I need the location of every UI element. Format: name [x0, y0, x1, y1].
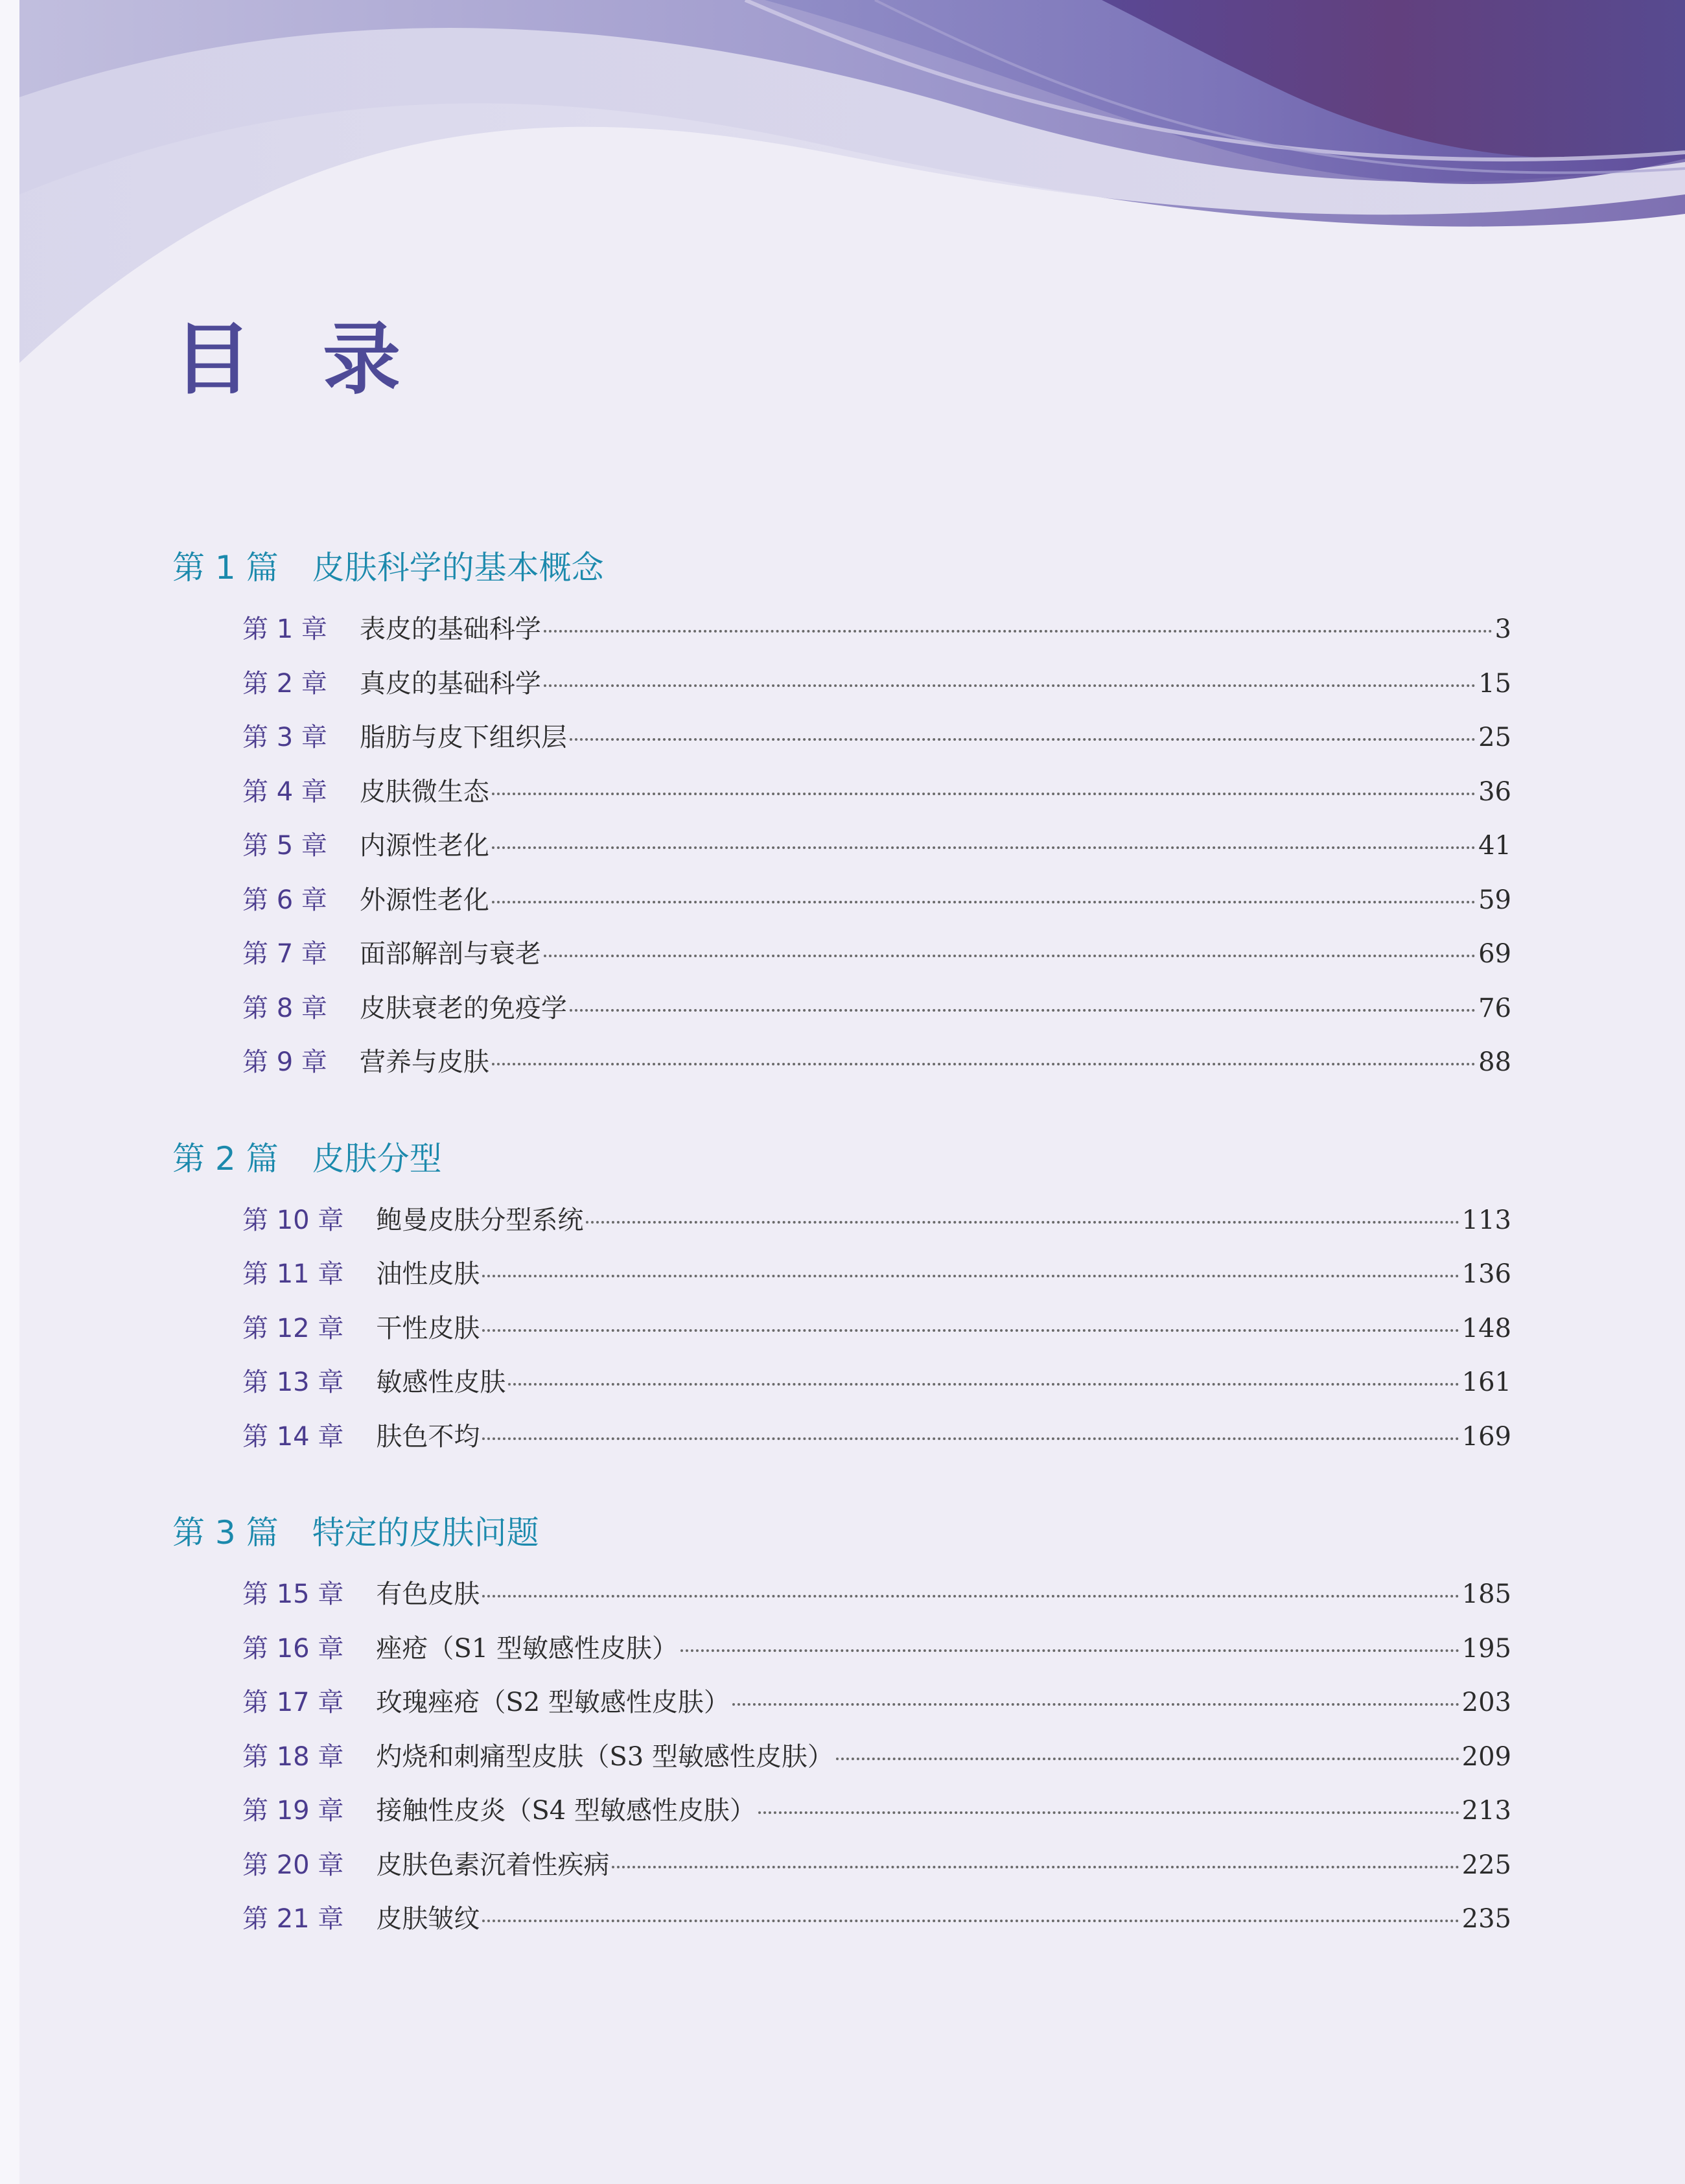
chapter-page-number: 59 — [1478, 885, 1511, 915]
toc-chapter-entry[interactable] — [172, 1676, 1511, 1730]
dot-leader — [482, 1595, 1459, 1597]
chapter-page-number: 76 — [1478, 993, 1511, 1023]
chapter-number: 第 19 章 — [242, 1796, 344, 1826]
part-number: 第 1 篇 — [172, 549, 279, 587]
chapter-title: 玫瑰痤疮（S2 型敏感性皮肤） — [376, 1688, 730, 1717]
chapter-title: 敏感性皮肤 — [376, 1367, 506, 1397]
chapter-page-number: 161 — [1461, 1367, 1511, 1397]
part-title: 皮肤分型 — [312, 1139, 442, 1178]
toc-chapter-entry[interactable] — [172, 1356, 1511, 1410]
dot-leader — [612, 1866, 1459, 1868]
toc-chapter-entry[interactable] — [172, 982, 1511, 1036]
chapter-title: 外源性老化 — [359, 885, 489, 915]
toc-chapter-entry[interactable] — [172, 1892, 1511, 1947]
dot-leader — [482, 1920, 1459, 1922]
chapter-page-number: 88 — [1478, 1047, 1511, 1077]
dot-leader — [836, 1758, 1459, 1760]
chapter-number: 第 11 章 — [242, 1259, 344, 1289]
chapter-title: 脂肪与皮下组织层 — [359, 723, 567, 752]
chapter-number: 第 20 章 — [242, 1850, 344, 1880]
toc-chapter-entry[interactable] — [172, 1036, 1511, 1090]
dot-leader — [570, 738, 1476, 741]
dot-leader — [544, 955, 1476, 957]
part-title: 皮肤科学的基本概念 — [312, 549, 604, 587]
chapter-title: 表皮的基础科学 — [359, 614, 541, 644]
chapter-title: 油性皮肤 — [376, 1259, 480, 1289]
chapter-page-number: 41 — [1478, 831, 1511, 861]
toc-part — [172, 1503, 1511, 1947]
part-heading[interactable] — [172, 1503, 1511, 1562]
chapter-page-number: 148 — [1461, 1313, 1511, 1343]
chapter-number: 第 17 章 — [242, 1688, 344, 1717]
chapter-title: 接触性皮炎（S4 型敏感性皮肤） — [376, 1796, 756, 1826]
chapter-number: 第 14 章 — [242, 1421, 344, 1452]
chapter-number: 第 9 章 — [242, 1047, 327, 1077]
toc-chapter-entry[interactable] — [172, 1302, 1511, 1356]
chapter-number: 第 10 章 — [242, 1205, 344, 1235]
chapter-number: 第 15 章 — [242, 1579, 344, 1609]
toc-chapter-entry[interactable] — [172, 603, 1511, 657]
toc-chapter-entry[interactable] — [172, 819, 1511, 874]
dot-leader — [758, 1811, 1459, 1814]
chapter-number: 第 21 章 — [242, 1904, 344, 1934]
part-number: 第 3 篇 — [172, 1514, 279, 1551]
chapter-number: 第 1 章 — [242, 614, 327, 644]
chapter-number: 第 16 章 — [242, 1633, 344, 1664]
chapter-title: 干性皮肤 — [376, 1313, 480, 1343]
toc-part — [172, 538, 1511, 1090]
chapter-page-number: 169 — [1461, 1421, 1511, 1452]
toc-chapter-entry[interactable] — [172, 1248, 1511, 1302]
chapter-number: 第 8 章 — [242, 993, 327, 1023]
chapter-number: 第 4 章 — [242, 776, 327, 807]
part-heading[interactable] — [172, 1129, 1511, 1189]
chapter-number: 第 13 章 — [242, 1367, 344, 1397]
part-heading[interactable] — [172, 538, 1511, 598]
chapter-page-number: 225 — [1461, 1850, 1511, 1880]
chapter-page-number: 69 — [1478, 939, 1511, 969]
dot-leader — [482, 1275, 1459, 1277]
chapter-title: 灼烧和刺痛型皮肤（S3 型敏感性皮肤） — [376, 1741, 833, 1772]
part-title: 特定的皮肤问题 — [312, 1514, 539, 1551]
toc-chapter-entry[interactable] — [172, 874, 1511, 928]
dot-leader — [508, 1383, 1459, 1386]
toc-chapter-entry[interactable] — [172, 1784, 1511, 1839]
dot-leader — [586, 1221, 1459, 1224]
chapter-title: 肤色不均 — [376, 1421, 480, 1452]
chapter-number: 第 5 章 — [242, 831, 327, 861]
chapter-title: 鲍曼皮肤分型系统 — [376, 1205, 584, 1235]
chapter-page-number: 15 — [1478, 668, 1511, 699]
toc-chapter-entry[interactable] — [172, 1730, 1511, 1785]
chapter-number: 第 3 章 — [242, 723, 327, 752]
toc-chapter-entry[interactable] — [172, 1622, 1511, 1677]
header-wave-decoration — [0, 0, 1685, 363]
chapter-title: 皮肤微生态 — [359, 776, 489, 807]
toc-chapter-entry[interactable] — [172, 927, 1511, 982]
toc-part — [172, 1129, 1511, 1465]
toc-chapter-entry[interactable] — [172, 1410, 1511, 1465]
chapter-page-number: 209 — [1461, 1741, 1511, 1772]
part-number: 第 2 篇 — [172, 1139, 279, 1178]
chapter-page-number: 3 — [1494, 614, 1511, 644]
chapter-title: 营养与皮肤 — [359, 1047, 489, 1077]
dot-leader — [482, 1437, 1459, 1440]
chapter-page-number: 136 — [1461, 1259, 1511, 1289]
chapter-page-number: 113 — [1461, 1205, 1511, 1235]
table-of-contents — [172, 538, 1511, 1986]
dot-leader — [492, 901, 1476, 903]
dot-leader — [492, 846, 1476, 849]
chapter-page-number: 203 — [1461, 1688, 1511, 1717]
toc-chapter-entry[interactable] — [172, 1194, 1511, 1248]
chapter-number: 第 6 章 — [242, 885, 327, 915]
chapter-title: 内源性老化 — [359, 831, 489, 861]
chapter-number: 第 7 章 — [242, 939, 327, 969]
chapter-page-number: 25 — [1478, 723, 1511, 752]
chapter-title: 面部解剖与衰老 — [359, 939, 541, 969]
dot-leader — [482, 1329, 1459, 1332]
chapter-page-number: 185 — [1461, 1579, 1511, 1609]
dot-leader — [732, 1703, 1459, 1706]
chapter-title: 有色皮肤 — [376, 1579, 480, 1609]
chapter-title: 真皮的基础科学 — [359, 668, 541, 699]
toc-chapter-entry[interactable] — [172, 765, 1511, 820]
toc-chapter-entry[interactable] — [172, 711, 1511, 765]
chapter-number: 第 18 章 — [242, 1741, 344, 1772]
chapter-number: 第 2 章 — [242, 668, 327, 699]
toc-chapter-entry[interactable] — [172, 1568, 1511, 1622]
chapter-number: 第 12 章 — [242, 1313, 344, 1343]
dot-leader — [492, 1063, 1476, 1065]
chapter-title: 痤疮（S1 型敏感性皮肤） — [376, 1633, 678, 1664]
chapter-page-number: 213 — [1461, 1796, 1511, 1826]
dot-leader — [544, 630, 1493, 633]
dot-leader — [544, 684, 1476, 687]
toc-chapter-entry[interactable] — [172, 657, 1511, 712]
chapter-page-number: 235 — [1461, 1904, 1511, 1934]
chapter-title: 皮肤衰老的免疫学 — [359, 993, 567, 1023]
chapter-page-number: 195 — [1461, 1633, 1511, 1664]
chapter-page-number: 36 — [1478, 776, 1511, 807]
dot-leader — [680, 1649, 1459, 1652]
chapter-title: 皮肤色素沉着性疾病 — [376, 1850, 610, 1880]
chapter-title: 皮肤皱纹 — [376, 1904, 480, 1934]
dot-leader — [492, 793, 1476, 795]
toc-chapter-entry[interactable] — [172, 1839, 1511, 1893]
dot-leader — [570, 1009, 1476, 1012]
page-title: 目录 — [174, 314, 472, 405]
